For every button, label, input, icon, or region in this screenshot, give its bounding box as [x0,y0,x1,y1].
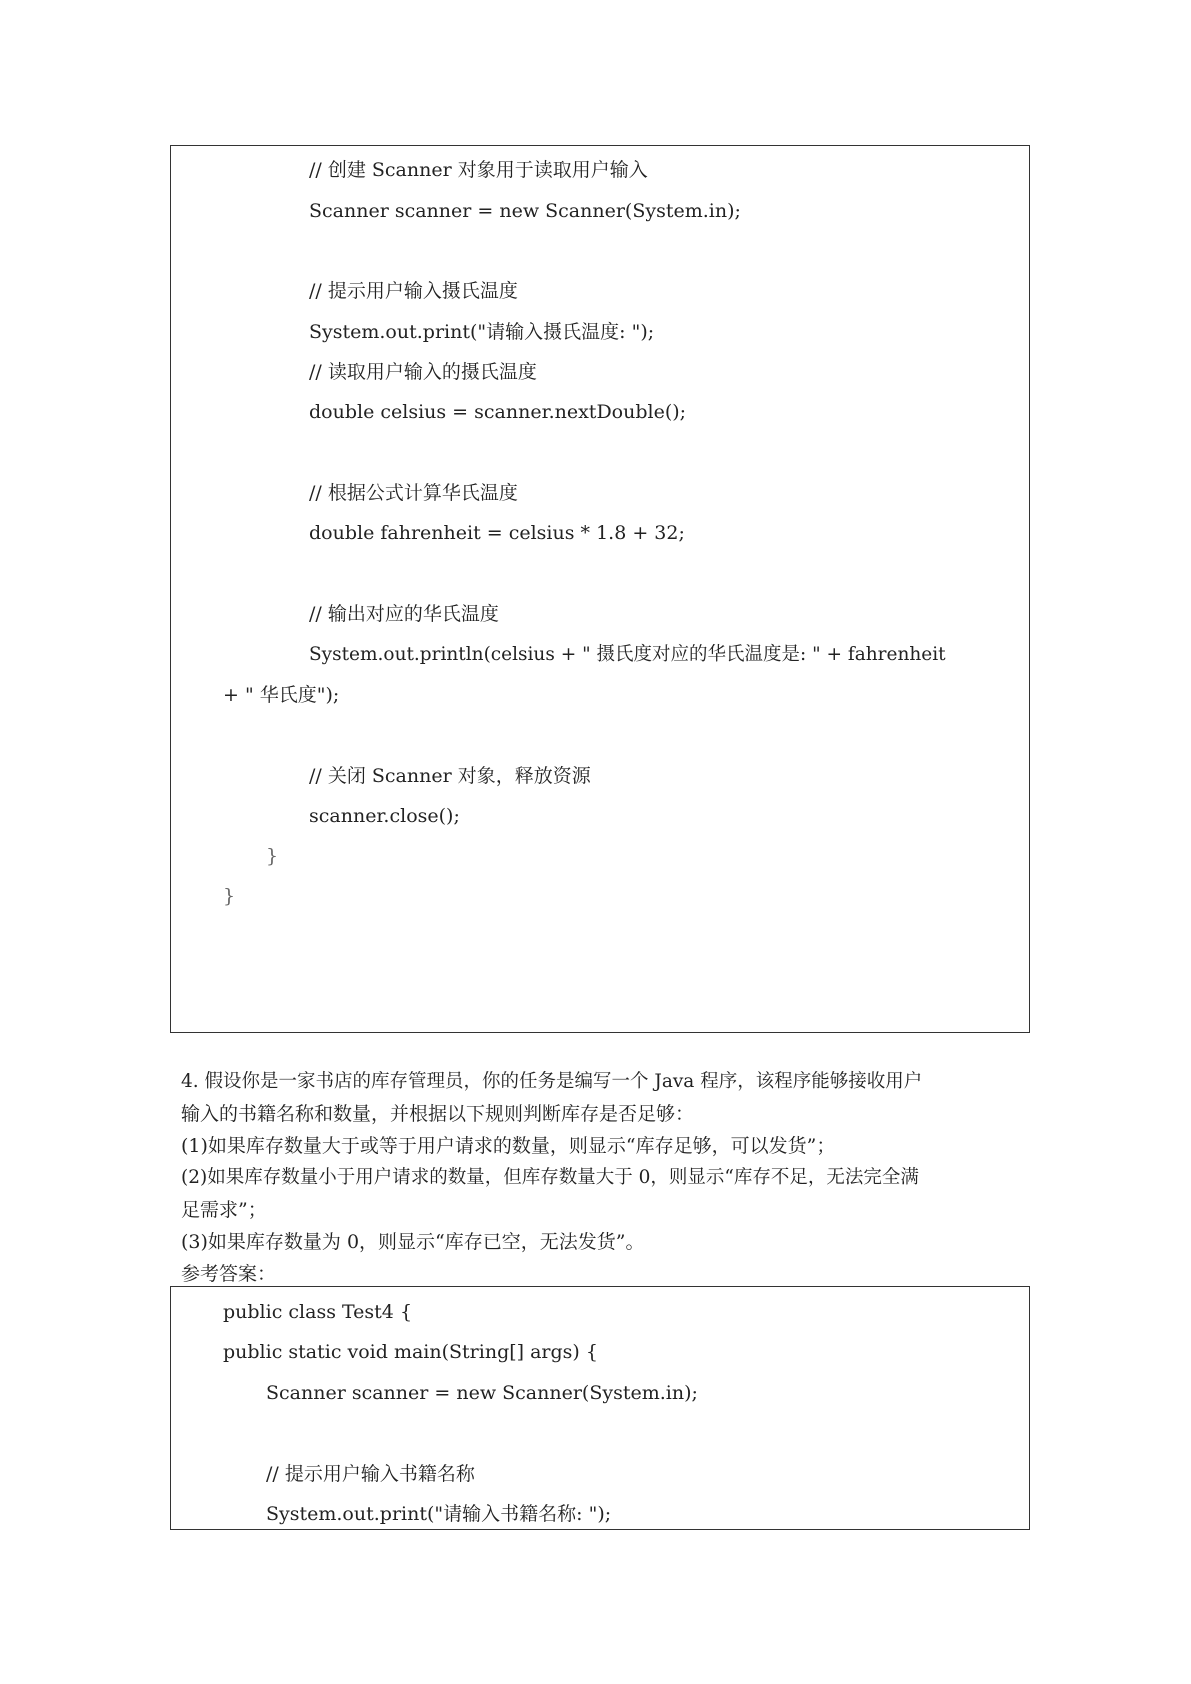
code-comment: // 读取用户输入的摄氏温度 [309,361,537,383]
closing-brace: } [266,845,279,867]
code-line: Scanner scanner = new Scanner(System.in); [309,200,741,222]
question-text: 输入的书籍名称和数量，并根据以下规则判断库存是否足够： [181,1103,695,1125]
code-block-temperature [170,145,1030,1033]
question-text: 4. 假设你是一家书店的库存管理员，你的任务是编写一个 Java 程序，该程序能够接收用户 [181,1071,923,1092]
code-line: System.out.println(celsius + " 摄氏度对应的华氏温度是: " + fahrenheit [309,644,946,665]
code-line: double fahrenheit = celsius * 1.8 + 32; [309,522,685,544]
code-comment: // 提示用户输入摄氏温度 [309,280,518,302]
question-rule: (1)如果库存数量大于或等于用户请求的数量，则显示“库存足够，可以发货”； [181,1135,836,1157]
code-comment: // 输出对应的华氏温度 [309,603,499,625]
question-rule: 足需求”； [181,1199,267,1221]
code-comment: // 创建 Scanner 对象用于读取用户输入 [309,159,648,181]
code-line: double celsius = scanner.nextDouble(); [309,401,687,423]
code-comment: // 根据公式计算华氏温度 [309,482,518,504]
code-line: System.out.print("请输入摄氏温度: "); [309,321,655,343]
reference-answer-label: 参考答案： [181,1263,277,1285]
code-line: public static void main(String[] args) { [223,1341,598,1363]
code-line: public class Test4 { [223,1301,413,1323]
closing-brace: } [223,885,236,907]
code-comment: // 关闭 Scanner 对象，释放资源 [309,765,591,787]
question-rule: (2)如果库存数量小于用户请求的数量，但库存数量大于 0，则显示“库存不足，无法完全满 [181,1167,919,1188]
code-comment: // 提示用户输入书籍名称 [266,1463,475,1485]
code-line: System.out.print("请输入书籍名称: "); [266,1503,612,1525]
code-line: scanner.close(); [309,805,460,827]
code-line: + " 华氏度"); [223,684,340,706]
question-rule: (3)如果库存数量为 0，则显示“库存已空，无法发货”。 [181,1231,645,1253]
code-line: Scanner scanner = new Scanner(System.in); [266,1382,698,1404]
